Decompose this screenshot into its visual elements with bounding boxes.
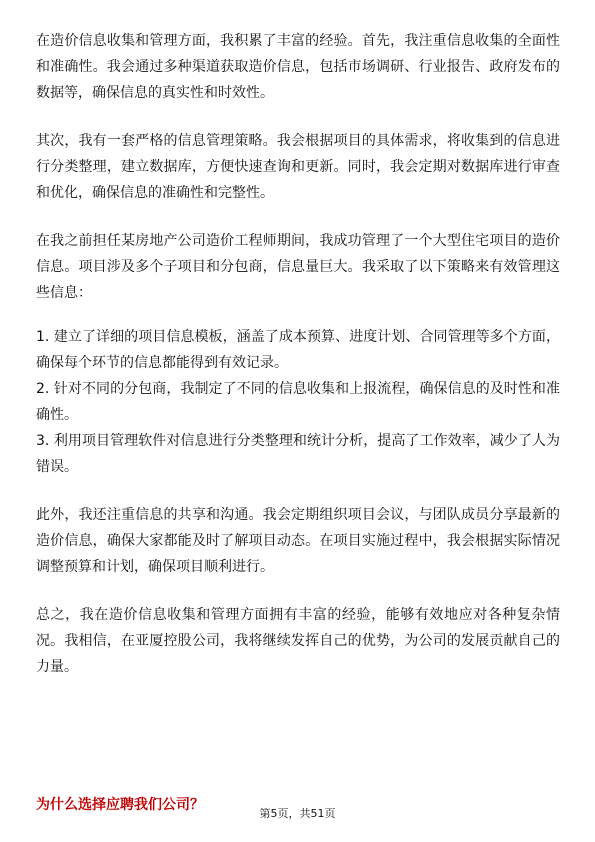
section-heading: 为什么选择应聘我们公司？ [36,797,204,813]
paragraph-project-example: 在我之前担任某房地产公司造价工程师期间，我成功管理了一个大型住宅项目的造价信息。项目涉及多个子项目和分包商，信息量巨大。我采取了以下策略来有效管理这些信息： [36,233,560,301]
page-number: 第5页，共51页 [259,807,336,820]
paragraph-info-management: 其次，我有一套严格的信息管理策略。我会根据项目的具体需求，将收集到的信息进行分类整理，建立数据库，方便快速查询和更新。同时，我会定期对数据库进行审查和优化，确保信息的准确性和完整性。 [36,133,560,201]
strategy-list [36,324,560,480]
document-body [36,28,560,702]
list-item: 2. 针对不同的分包商，我制定了不同的信息收集和上报流程，确保信息的及时性和准确性。 [36,381,560,423]
list-item: 1. 建立了详细的项目信息模板，涵盖了成本预算、进度计划、合同管理等多个方面，确保每个环节的信息都能得到有效记录。 [36,329,560,371]
list-item: 3. 利用项目管理软件对信息进行分类整理和统计分析，提高了工作效率，减少了人为错误。 [36,433,560,475]
paragraph-info-collection: 在造价信息收集和管理方面，我积累了丰富的经验。首先，我注重信息收集的全面性和准确性。我会通过多种渠道获取造价信息，包括市场调研、行业报告、政府发布的数据等，确保信息的真实性和时效性。 [36,33,560,101]
paragraph-conclusion: 总之，我在造价信息收集和管理方面拥有丰富的经验，能够有效地应对各种复杂情况。我相信，在亚厦控股公司，我将继续发挥自己的优势，为公司的发展贡献自己的力量。 [36,607,560,675]
paragraph-sharing: 此外，我还注重信息的共享和沟通。我会定期组织项目会议，与团队成员分享最新的造价信息，确保大家都能及时了解项目动态。在项目实施过程中，我会根据实际情况调整预算和计划，确保项目顺利进行。 [36,507,560,575]
